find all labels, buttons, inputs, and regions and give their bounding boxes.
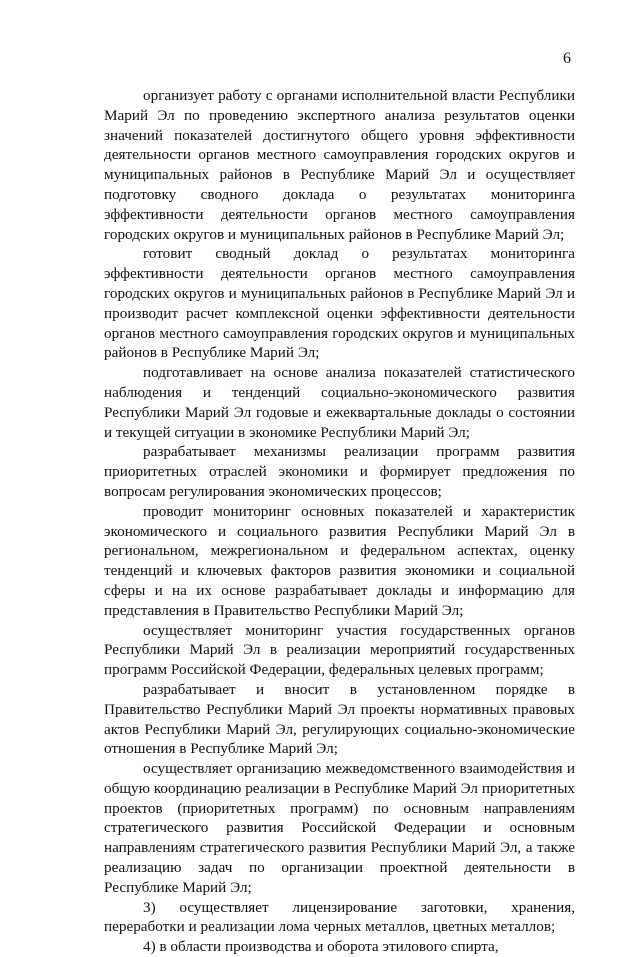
paragraph: 4) в области производства и оборота этилового спирта, [143, 938, 499, 956]
paragraph: проводит мониторинг основных показателей и характеристик экономического и социального развития Республики Марий Эл в региональном, межрегиональном и федеральном аспектах, оценку тенденций и ключевых факторов развития экономики и социальной сферы и на их основе разрабатывает доклады и информацию для представления в Правительство Республики Марий Эл; [104, 502, 575, 619]
paragraph: осуществляет мониторинг участия государственных органов Республики Марий Эл в реализации мероприятий государственных программ Российской Федерации, федеральных целевых программ; [104, 621, 575, 679]
paragraph: осуществляет организацию межведомственного взаимодействия и общую координацию реализации в Республике Марий Эл приоритетных проектов (приоритетных программ) по основным направлениям стратегического развития Российской Федерации и основным направлениям стратегического развития Республики Марий Эл, а также реализацию задач по организации проектной деятельности в Республике Марий Эл; [104, 760, 575, 896]
paragraph: организует работу с органами исполнительной власти Республики Марий Эл по проведению экспертного анализа результатов оценки значений показателей достигнутого общего уровня эффективности деятельности органов местного самоуправления городских округов и муниципальных районов в Республике Марий Эл и осуществляет подготовку сводного доклада о результатах мониторинга эффективности деятельности органов местного самоуправления городских округов и муниципальных районов в Республике Марий Эл; [104, 87, 575, 243]
paragraph: подготавливает на основе анализа показателей статистического наблюдения и тенденций социально-экономического развития Республики Марий Эл годовые и ежеквартальные доклады о состоянии и текущей ситуации в экономике Республики Марий Эл; [104, 364, 575, 441]
paragraph: разрабатывает механизмы реализации программ развития приоритетных отраслей экономики и формирует предложения по вопросам регулирования экономических процессов; [104, 443, 575, 500]
paragraph: 3) осуществляет лицензирование заготовки, хранения, переработки и реализации лома черных металлов, цветных металлов; [104, 898, 575, 936]
paragraph: разрабатывает и вносит в установленном порядке в Правительство Республики Марий Эл проекты нормативных правовых актов Республики Марий Эл, регулирующих социально-экономические отношения в Республике Марий Эл; [104, 680, 575, 758]
paragraph: готовит сводный доклад о результатах мониторинга эффективности деятельности органов местного самоуправления городских округов и муниципальных районов в Республике Марий Эл и производит расчет комплексной оценки эффективности деятельности органов местного самоуправления городских округов и муниципальных районов в Республике Марий Эл; [104, 245, 575, 362]
document-body [104, 86, 575, 957]
page-number: 6 [563, 50, 571, 67]
